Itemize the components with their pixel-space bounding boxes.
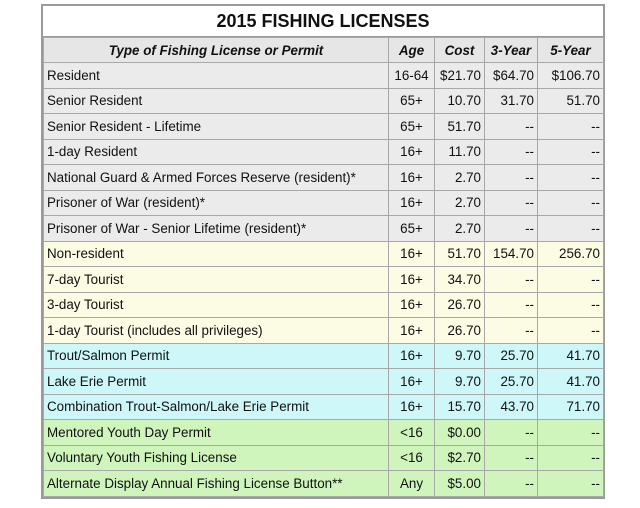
cell-3-year: --	[485, 165, 538, 191]
table-row	[44, 318, 604, 344]
cell-5-year: --	[538, 292, 604, 318]
cell-license-type: Senior Resident	[44, 88, 389, 114]
cell-cost: 51.70	[435, 241, 485, 267]
table-row	[44, 241, 604, 267]
cell-cost: 10.70	[435, 88, 485, 114]
cell-3-year: 25.70	[485, 343, 538, 369]
cell-cost: 15.70	[435, 394, 485, 420]
table-row	[44, 292, 604, 318]
cell-3-year: 154.70	[485, 241, 538, 267]
cell-5-year: --	[538, 318, 604, 344]
table-row	[44, 343, 604, 369]
cell-age: 16+	[389, 292, 435, 318]
cell-5-year: 51.70	[538, 88, 604, 114]
table-row	[44, 369, 604, 395]
cell-cost: 9.70	[435, 343, 485, 369]
cell-license-type: National Guard & Armed Forces Reserve (resident)*	[44, 165, 389, 191]
cell-cost: 26.70	[435, 292, 485, 318]
cell-license-type: 3-day Tourist	[44, 292, 389, 318]
cell-age: 16+	[389, 267, 435, 293]
cell-cost: $0.00	[435, 420, 485, 446]
cell-3-year: --	[485, 471, 538, 497]
cell-license-type: 1-day Resident	[44, 139, 389, 165]
cell-cost: 26.70	[435, 318, 485, 344]
header-type: Type of Fishing License or Permit	[44, 38, 389, 63]
cell-age: 16+	[389, 165, 435, 191]
cell-cost: 2.70	[435, 216, 485, 242]
table-body	[44, 63, 604, 497]
cell-license-type: Non-resident	[44, 241, 389, 267]
cell-license-type: 1-day Tourist (includes all privileges)	[44, 318, 389, 344]
cell-3-year: --	[485, 420, 538, 446]
cell-cost: 51.70	[435, 114, 485, 140]
table-row	[44, 114, 604, 140]
cell-age: 16+	[389, 343, 435, 369]
cell-license-type: Combination Trout-Salmon/Lake Erie Permit	[44, 394, 389, 420]
cell-license-type: Prisoner of War - Senior Lifetime (resident)*	[44, 216, 389, 242]
cell-age: 16-64	[389, 63, 435, 89]
cell-license-type: 7-day Tourist	[44, 267, 389, 293]
cell-license-type: Senior Resident - Lifetime	[44, 114, 389, 140]
cell-5-year: $106.70	[538, 63, 604, 89]
cell-cost: 2.70	[435, 165, 485, 191]
cell-3-year: --	[485, 139, 538, 165]
table-title: 2015 FISHING LICENSES	[43, 6, 603, 37]
cell-age: 16+	[389, 139, 435, 165]
cell-age: 65+	[389, 114, 435, 140]
table-row	[44, 88, 604, 114]
table-row	[44, 139, 604, 165]
cell-5-year: 41.70	[538, 369, 604, 395]
cell-age: <16	[389, 445, 435, 471]
cell-cost: $2.70	[435, 445, 485, 471]
cell-cost: $5.00	[435, 471, 485, 497]
table-row	[44, 165, 604, 191]
license-table	[43, 37, 604, 497]
cell-age: 65+	[389, 216, 435, 242]
header-3-year: 3-Year	[485, 38, 538, 63]
cell-license-type: Trout/Salmon Permit	[44, 343, 389, 369]
table-row	[44, 190, 604, 216]
cell-cost: 2.70	[435, 190, 485, 216]
cell-3-year: --	[485, 318, 538, 344]
cell-3-year: 43.70	[485, 394, 538, 420]
fishing-license-table-panel	[41, 4, 605, 499]
cell-license-type: Lake Erie Permit	[44, 369, 389, 395]
cell-5-year: --	[538, 190, 604, 216]
cell-3-year: $64.70	[485, 63, 538, 89]
cell-3-year: --	[485, 190, 538, 216]
cell-age: 16+	[389, 318, 435, 344]
cell-3-year: --	[485, 216, 538, 242]
cell-5-year: --	[538, 267, 604, 293]
cell-license-type: Alternate Display Annual Fishing License Button**	[44, 471, 389, 497]
cell-license-type: Voluntary Youth Fishing License	[44, 445, 389, 471]
cell-age: 16+	[389, 241, 435, 267]
header-5-year: 5-Year	[538, 38, 604, 63]
cell-5-year: --	[538, 420, 604, 446]
cell-5-year: --	[538, 139, 604, 165]
cell-5-year: --	[538, 114, 604, 140]
cell-age: 16+	[389, 394, 435, 420]
table-row	[44, 445, 604, 471]
table-row	[44, 216, 604, 242]
cell-5-year: 256.70	[538, 241, 604, 267]
header-age: Age	[389, 38, 435, 63]
table-row	[44, 267, 604, 293]
cell-license-type: Mentored Youth Day Permit	[44, 420, 389, 446]
cell-age: 65+	[389, 88, 435, 114]
cell-cost: $21.70	[435, 63, 485, 89]
table-row	[44, 471, 604, 497]
cell-age: Any	[389, 471, 435, 497]
cell-cost: 34.70	[435, 267, 485, 293]
header-cost: Cost	[435, 38, 485, 63]
cell-3-year: --	[485, 267, 538, 293]
cell-3-year: --	[485, 292, 538, 318]
cell-5-year: --	[538, 216, 604, 242]
cell-5-year: --	[538, 471, 604, 497]
cell-age: 16+	[389, 369, 435, 395]
cell-age: 16+	[389, 190, 435, 216]
cell-age: <16	[389, 420, 435, 446]
table-row	[44, 420, 604, 446]
cell-license-type: Resident	[44, 63, 389, 89]
cell-license-type: Prisoner of War (resident)*	[44, 190, 389, 216]
cell-cost: 9.70	[435, 369, 485, 395]
cell-cost: 11.70	[435, 139, 485, 165]
table-row	[44, 394, 604, 420]
cell-3-year: 31.70	[485, 88, 538, 114]
cell-5-year: --	[538, 165, 604, 191]
table-row	[44, 63, 604, 89]
cell-3-year: --	[485, 445, 538, 471]
cell-3-year: --	[485, 114, 538, 140]
cell-3-year: 25.70	[485, 369, 538, 395]
header-row	[44, 38, 604, 63]
cell-5-year: 71.70	[538, 394, 604, 420]
cell-5-year: 41.70	[538, 343, 604, 369]
cell-5-year: --	[538, 445, 604, 471]
